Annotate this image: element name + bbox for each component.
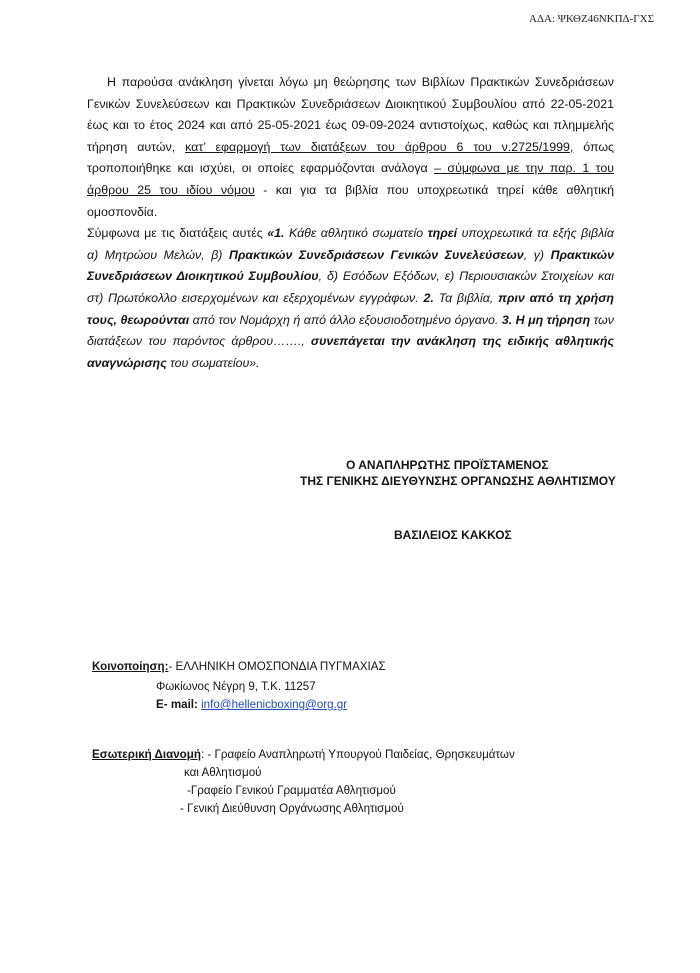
text-segment: Η παρούσα ανάκληση γίνεται λόγω μη θεώρησης των Βιβλίων Πρακτικών Συνεδριάσεων Γενικών Συνελεύσεων και Πρακτικών Συνεδριάσεων Διοικητικού Συμβουλίου από 22-05-2021 έως και το έτος 2024 και από 25-05-2021 έως 09-09-2024 αντιστοίχως, καθώς και πλημμελής τήρηση αυτών,: [87, 75, 614, 154]
text-segment: όπως τροποποιήθηκε και ισχύει, οι οποίες εφαρμόζονται ανάλογα: [87, 139, 614, 176]
text-segment-italic: του σωματείου».: [166, 355, 260, 370]
text-segment-bold: Πρακτικών Συνεδριάσεων Διοικητικού Συμβουλίου: [87, 247, 614, 284]
text-segment-italic: Κάθε αθλητικό σωματείο: [284, 226, 428, 241]
text-segment-italic: , γ): [523, 247, 551, 262]
text-segment-bold: τηρεί: [427, 226, 458, 241]
internal-distribution-item: Γραφείο Αναπληρωτή Υπουργού Παιδείας, Θρησκευμάτων: [214, 748, 515, 761]
text-segment-italic: υποχρεωτικά τα εξής βιβλία α) Μητρώου Μελών, β): [87, 226, 614, 262]
text-segment: - και για τα βιβλία που υποχρεωτικά τηρεί κάθε αθλητική ομοσπονδία.: [87, 182, 614, 219]
text-segment-underlined: κατ’ εφαρμογή των διατάξεων του άρθρου 6 του ν.2725/1999,: [185, 139, 574, 154]
text-segment-bold: συνεπάγεται την ανάκληση της ειδικής αθλητικής αναγνώρισης: [87, 334, 615, 370]
email-link[interactable]: info@hellenicboxing@org.gr: [201, 698, 348, 711]
internal-distribution-item: και Αθλητισμού: [184, 766, 262, 779]
text-segment-italic: από τον Νομάρχη ή από άλλο εξουσιοδοτημένο όργανο.: [189, 312, 502, 327]
document-body: [87, 72, 614, 374]
internal-distribution-line: [92, 748, 515, 761]
internal-distribution-label: Εσωτερική Διανομή: [92, 748, 201, 761]
notification-address: Φωκίωνος Νέγρη 9, Τ.Κ. 11257: [156, 680, 316, 693]
text-segment-underlined: – σύμφωνα με την παρ. 1 του άρθρου 25 του ιδίου νόμου: [87, 161, 615, 197]
signatory-department: ΤΗΣ ΓΕΝΙΚΗΣ ΔΙΕΥΘΥΝΣΗΣ ΟΡΓΑΝΩΣΗΣ ΑΘΛΗΤΙΣΜΟΥ: [300, 474, 616, 488]
notification-label: Κοινοποίηση:: [92, 660, 169, 673]
notification-line: [92, 660, 386, 673]
notification-email-line: [156, 698, 347, 711]
text-segment: Σύμφωνα με τις διατάξεις αυτές: [87, 226, 268, 241]
signatory-title: Ο ΑΝΑΠΛΗΡΩΤΗΣ ΠΡΟΪΣΤΑΜΕΝΟΣ: [346, 458, 549, 472]
text-segment-italic: των διατάξεων του παρόντος άρθρου…….,: [87, 312, 614, 349]
internal-distribution-item: -Γραφείο Γενικού Γραμματέα Αθλητισμού: [187, 784, 396, 797]
internal-distribution-item: - Γενική Διεύθυνση Οργάνωσης Αθλητισμού: [180, 802, 404, 815]
internal-distribution-separator: : -: [200, 748, 215, 761]
text-segment-bold: πριν από τη χρήση τους, θεωρούνται: [87, 290, 614, 327]
text-segment-italic: Τα βιβλία,: [433, 290, 499, 305]
text-segment-bold: «1.: [267, 226, 285, 241]
text-segment-italic: , δ) Εσόδων Εξόδων, ε) Περιουσιακών Στοιχείων και στ) Πρωτόκολλο εισερχομένων και εξερχομένων εγγράφων.: [87, 269, 614, 305]
text-segment-bold: Πρακτικών Συνεδριάσεων Γενικών Συνελεύσεων: [228, 247, 524, 262]
paragraph-provisions: [87, 223, 614, 374]
signatory-name: ΒΑΣΙΛΕΙΟΣ ΚΑΚΚΟΣ: [394, 528, 512, 542]
text-segment-bold: 2.: [423, 290, 434, 305]
ada-code: ΑΔΑ: ΨΚΘΖ46ΝΚΠΔ-ΓΧΣ: [528, 13, 654, 25]
email-label: E- mail:: [156, 698, 202, 711]
notification-recipient: - ΕΛΛΗΝΙΚΗ ΟΜΟΣΠΟΝΔΙΑ ΠΥΓΜΑΧΙΑΣ: [168, 660, 386, 673]
paragraph-revocation: [87, 72, 614, 223]
text-segment-bold: 3. Η μη τήρηση: [501, 312, 591, 327]
